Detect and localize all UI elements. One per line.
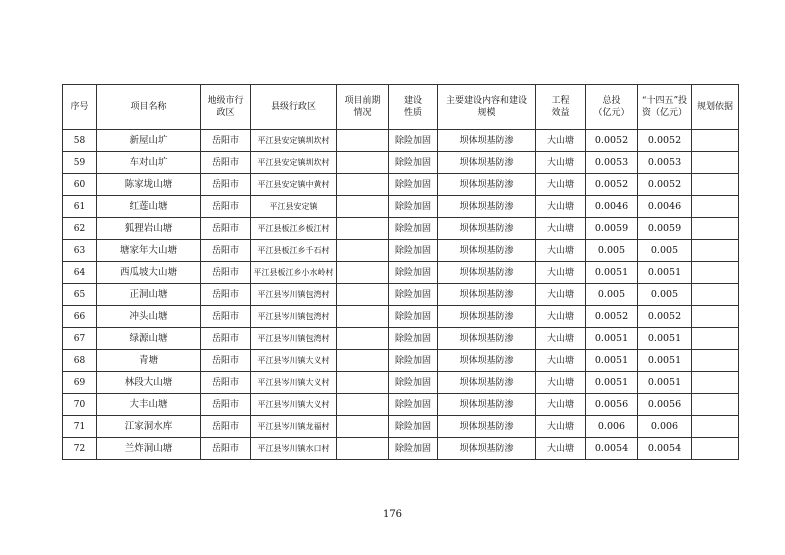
cell-benefit: 大山塘 [536,152,586,174]
cell-plan: 0.0051 [638,328,692,350]
cell-county: 平江县安定镇圳坎村 [251,152,337,174]
header-benefit: 工程 效益 [536,85,586,130]
cell-benefit: 大山塘 [536,328,586,350]
cell-total: 0.0051 [586,328,638,350]
cell-city: 岳阳市 [201,130,251,152]
cell-prelim [337,240,389,262]
cell-content: 坝体坝基防渗 [438,416,536,438]
cell-name: 西瓜坡大山塘 [97,262,201,284]
cell-content: 坝体坝基防渗 [438,372,536,394]
cell-plan: 0.005 [638,284,692,306]
cell-total: 0.0051 [586,262,638,284]
cell-plan: 0.0059 [638,218,692,240]
cell-plan: 0.0053 [638,152,692,174]
cell-nature: 除险加固 [389,438,438,460]
cell-city: 岳阳市 [201,218,251,240]
cell-nature: 除险加固 [389,218,438,240]
cell-prelim [337,218,389,240]
cell-plan: 0.0054 [638,438,692,460]
cell-nature: 除险加固 [389,130,438,152]
cell-prelim [337,306,389,328]
cell-prelim [337,130,389,152]
cell-city: 岳阳市 [201,328,251,350]
cell-total: 0.0052 [586,130,638,152]
cell-basis [692,372,739,394]
cell-seq: 59 [63,152,97,174]
cell-seq: 71 [63,416,97,438]
cell-plan: 0.005 [638,240,692,262]
cell-seq: 65 [63,284,97,306]
cell-total: 0.0052 [586,174,638,196]
cell-benefit: 大山塘 [536,416,586,438]
cell-name: 正洞山塘 [97,284,201,306]
table-row [63,284,739,306]
cell-plan: 0.0052 [638,130,692,152]
table-row [63,372,739,394]
cell-seq: 58 [63,130,97,152]
cell-city: 岳阳市 [201,152,251,174]
cell-county: 平江县板江乡板江村 [251,218,337,240]
cell-total: 0.0053 [586,152,638,174]
cell-nature: 除险加固 [389,240,438,262]
table-row [63,350,739,372]
header-plan: “十四五”投 资（亿元） [638,85,692,130]
cell-city: 岳阳市 [201,438,251,460]
table-row [63,394,739,416]
cell-benefit: 大山塘 [536,174,586,196]
cell-name: 绿源山塘 [97,328,201,350]
cell-prelim [337,284,389,306]
cell-city: 岳阳市 [201,372,251,394]
cell-total: 0.0056 [586,394,638,416]
cell-basis [692,152,739,174]
cell-benefit: 大山塘 [536,218,586,240]
cell-nature: 除险加固 [389,262,438,284]
cell-total: 0.005 [586,284,638,306]
cell-prelim [337,394,389,416]
cell-prelim [337,262,389,284]
cell-content: 坝体坝基防渗 [438,130,536,152]
cell-basis [692,394,739,416]
table-row [63,306,739,328]
cell-county: 平江县岑川镇大义村 [251,350,337,372]
cell-benefit: 大山塘 [536,130,586,152]
cell-plan: 0.0051 [638,262,692,284]
cell-seq: 69 [63,372,97,394]
cell-total: 0.0052 [586,306,638,328]
cell-city: 岳阳市 [201,262,251,284]
cell-total: 0.005 [586,240,638,262]
cell-plan: 0.0052 [638,306,692,328]
cell-total: 0.0054 [586,438,638,460]
cell-seq: 68 [63,350,97,372]
cell-county: 平江县岑川镇包湾村 [251,328,337,350]
cell-name: 红莲山塘 [97,196,201,218]
cell-benefit: 大山塘 [536,394,586,416]
cell-seq: 60 [63,174,97,196]
cell-city: 岳阳市 [201,350,251,372]
cell-seq: 64 [63,262,97,284]
cell-plan: 0.0051 [638,350,692,372]
cell-name: 陈家垅山塘 [97,174,201,196]
table-row [63,152,739,174]
cell-benefit: 大山塘 [536,306,586,328]
cell-nature: 除险加固 [389,306,438,328]
cell-name: 江家洞水库 [97,416,201,438]
cell-benefit: 大山塘 [536,262,586,284]
cell-county: 平江县安定镇 [251,196,337,218]
cell-content: 坝体坝基防渗 [438,438,536,460]
cell-nature: 除险加固 [389,174,438,196]
cell-benefit: 大山塘 [536,350,586,372]
cell-content: 坝体坝基防渗 [438,174,536,196]
header-nature: 建设 性质 [389,85,438,130]
cell-total: 0.0046 [586,196,638,218]
cell-basis [692,262,739,284]
header-seq: 序号 [63,85,97,130]
projects-table [62,84,739,460]
cell-content: 坝体坝基防渗 [438,196,536,218]
cell-basis [692,284,739,306]
cell-basis [692,174,739,196]
cell-county: 平江县岑川镇大义村 [251,372,337,394]
cell-plan: 0.0046 [638,196,692,218]
header-name: 项目名称 [97,85,201,130]
cell-basis [692,328,739,350]
cell-basis [692,196,739,218]
cell-county: 平江县安定镇中黄村 [251,174,337,196]
cell-prelim [337,350,389,372]
header-city: 地级市行 政区 [201,85,251,130]
page-number: 176 [382,509,403,520]
cell-name: 青塘 [97,350,201,372]
header-row [63,85,739,130]
cell-benefit: 大山塘 [536,438,586,460]
cell-prelim [337,372,389,394]
table-body [63,130,739,460]
cell-benefit: 大山塘 [536,196,586,218]
header-total: 总投 （亿元） [586,85,638,130]
cell-county: 平江县板江乡小水岭村 [251,262,337,284]
cell-prelim [337,196,389,218]
cell-basis [692,416,739,438]
header-basis: 规划依据 [692,85,739,130]
cell-nature: 除险加固 [389,372,438,394]
cell-benefit: 大山塘 [536,240,586,262]
cell-county: 平江县板江乡千石村 [251,240,337,262]
cell-nature: 除险加固 [389,152,438,174]
cell-benefit: 大山塘 [536,372,586,394]
cell-basis [692,350,739,372]
cell-nature: 除险加固 [389,416,438,438]
cell-city: 岳阳市 [201,416,251,438]
cell-basis [692,306,739,328]
cell-name: 冲头山塘 [97,306,201,328]
cell-seq: 62 [63,218,97,240]
cell-county: 平江县岑川镇大义村 [251,394,337,416]
cell-prelim [337,328,389,350]
cell-seq: 66 [63,306,97,328]
cell-benefit: 大山塘 [536,284,586,306]
table-row [63,262,739,284]
cell-content: 坝体坝基防渗 [438,218,536,240]
cell-seq: 63 [63,240,97,262]
cell-basis [692,130,739,152]
cell-name: 兰炸洞山塘 [97,438,201,460]
cell-name: 塘家年大山塘 [97,240,201,262]
cell-prelim [337,416,389,438]
cell-seq: 70 [63,394,97,416]
cell-nature: 除险加固 [389,350,438,372]
cell-total: 0.0051 [586,350,638,372]
cell-prelim [337,174,389,196]
cell-prelim [337,152,389,174]
cell-plan: 0.0051 [638,372,692,394]
cell-name: 林段大山塘 [97,372,201,394]
cell-county: 平江县岑川镇包湾村 [251,306,337,328]
table-row [63,328,739,350]
cell-total: 0.006 [586,416,638,438]
table-row [63,130,739,152]
cell-plan: 0.006 [638,416,692,438]
cell-content: 坝体坝基防渗 [438,152,536,174]
cell-nature: 除险加固 [389,196,438,218]
cell-county: 平江县岑川镇包湾村 [251,284,337,306]
cell-plan: 0.0056 [638,394,692,416]
header-content: 主要建设内容和建设 规模 [438,85,536,130]
cell-city: 岳阳市 [201,306,251,328]
cell-seq: 72 [63,438,97,460]
header-prelim: 项目前期 情况 [337,85,389,130]
cell-county: 平江县岑川镇龙福村 [251,416,337,438]
cell-city: 岳阳市 [201,174,251,196]
cell-content: 坝体坝基防渗 [438,350,536,372]
cell-name: 新屋山圹 [97,130,201,152]
cell-city: 岳阳市 [201,196,251,218]
table-row [63,218,739,240]
cell-nature: 除险加固 [389,284,438,306]
cell-county: 平江县岑川镇水口村 [251,438,337,460]
cell-county: 平江县安定镇圳坎村 [251,130,337,152]
cell-basis [692,218,739,240]
cell-content: 坝体坝基防渗 [438,262,536,284]
cell-nature: 除险加固 [389,328,438,350]
table-row [63,416,739,438]
table-row [63,438,739,460]
cell-content: 坝体坝基防渗 [438,240,536,262]
cell-city: 岳阳市 [201,284,251,306]
cell-content: 坝体坝基防渗 [438,394,536,416]
cell-name: 车对山圹 [97,152,201,174]
cell-city: 岳阳市 [201,240,251,262]
header-county: 县级行政区 [251,85,337,130]
cell-content: 坝体坝基防渗 [438,306,536,328]
cell-nature: 除险加固 [389,394,438,416]
cell-seq: 61 [63,196,97,218]
cell-total: 0.0059 [586,218,638,240]
cell-plan: 0.0052 [638,174,692,196]
cell-seq: 67 [63,328,97,350]
cell-basis [692,240,739,262]
table-row [63,174,739,196]
cell-total: 0.0051 [586,372,638,394]
cell-basis [692,438,739,460]
cell-city: 岳阳市 [201,394,251,416]
cell-name: 大丰山塘 [97,394,201,416]
cell-name: 狐狸岩山塘 [97,218,201,240]
cell-content: 坝体坝基防渗 [438,284,536,306]
cell-prelim [337,438,389,460]
table-row [63,196,739,218]
table-row [63,240,739,262]
cell-content: 坝体坝基防渗 [438,328,536,350]
